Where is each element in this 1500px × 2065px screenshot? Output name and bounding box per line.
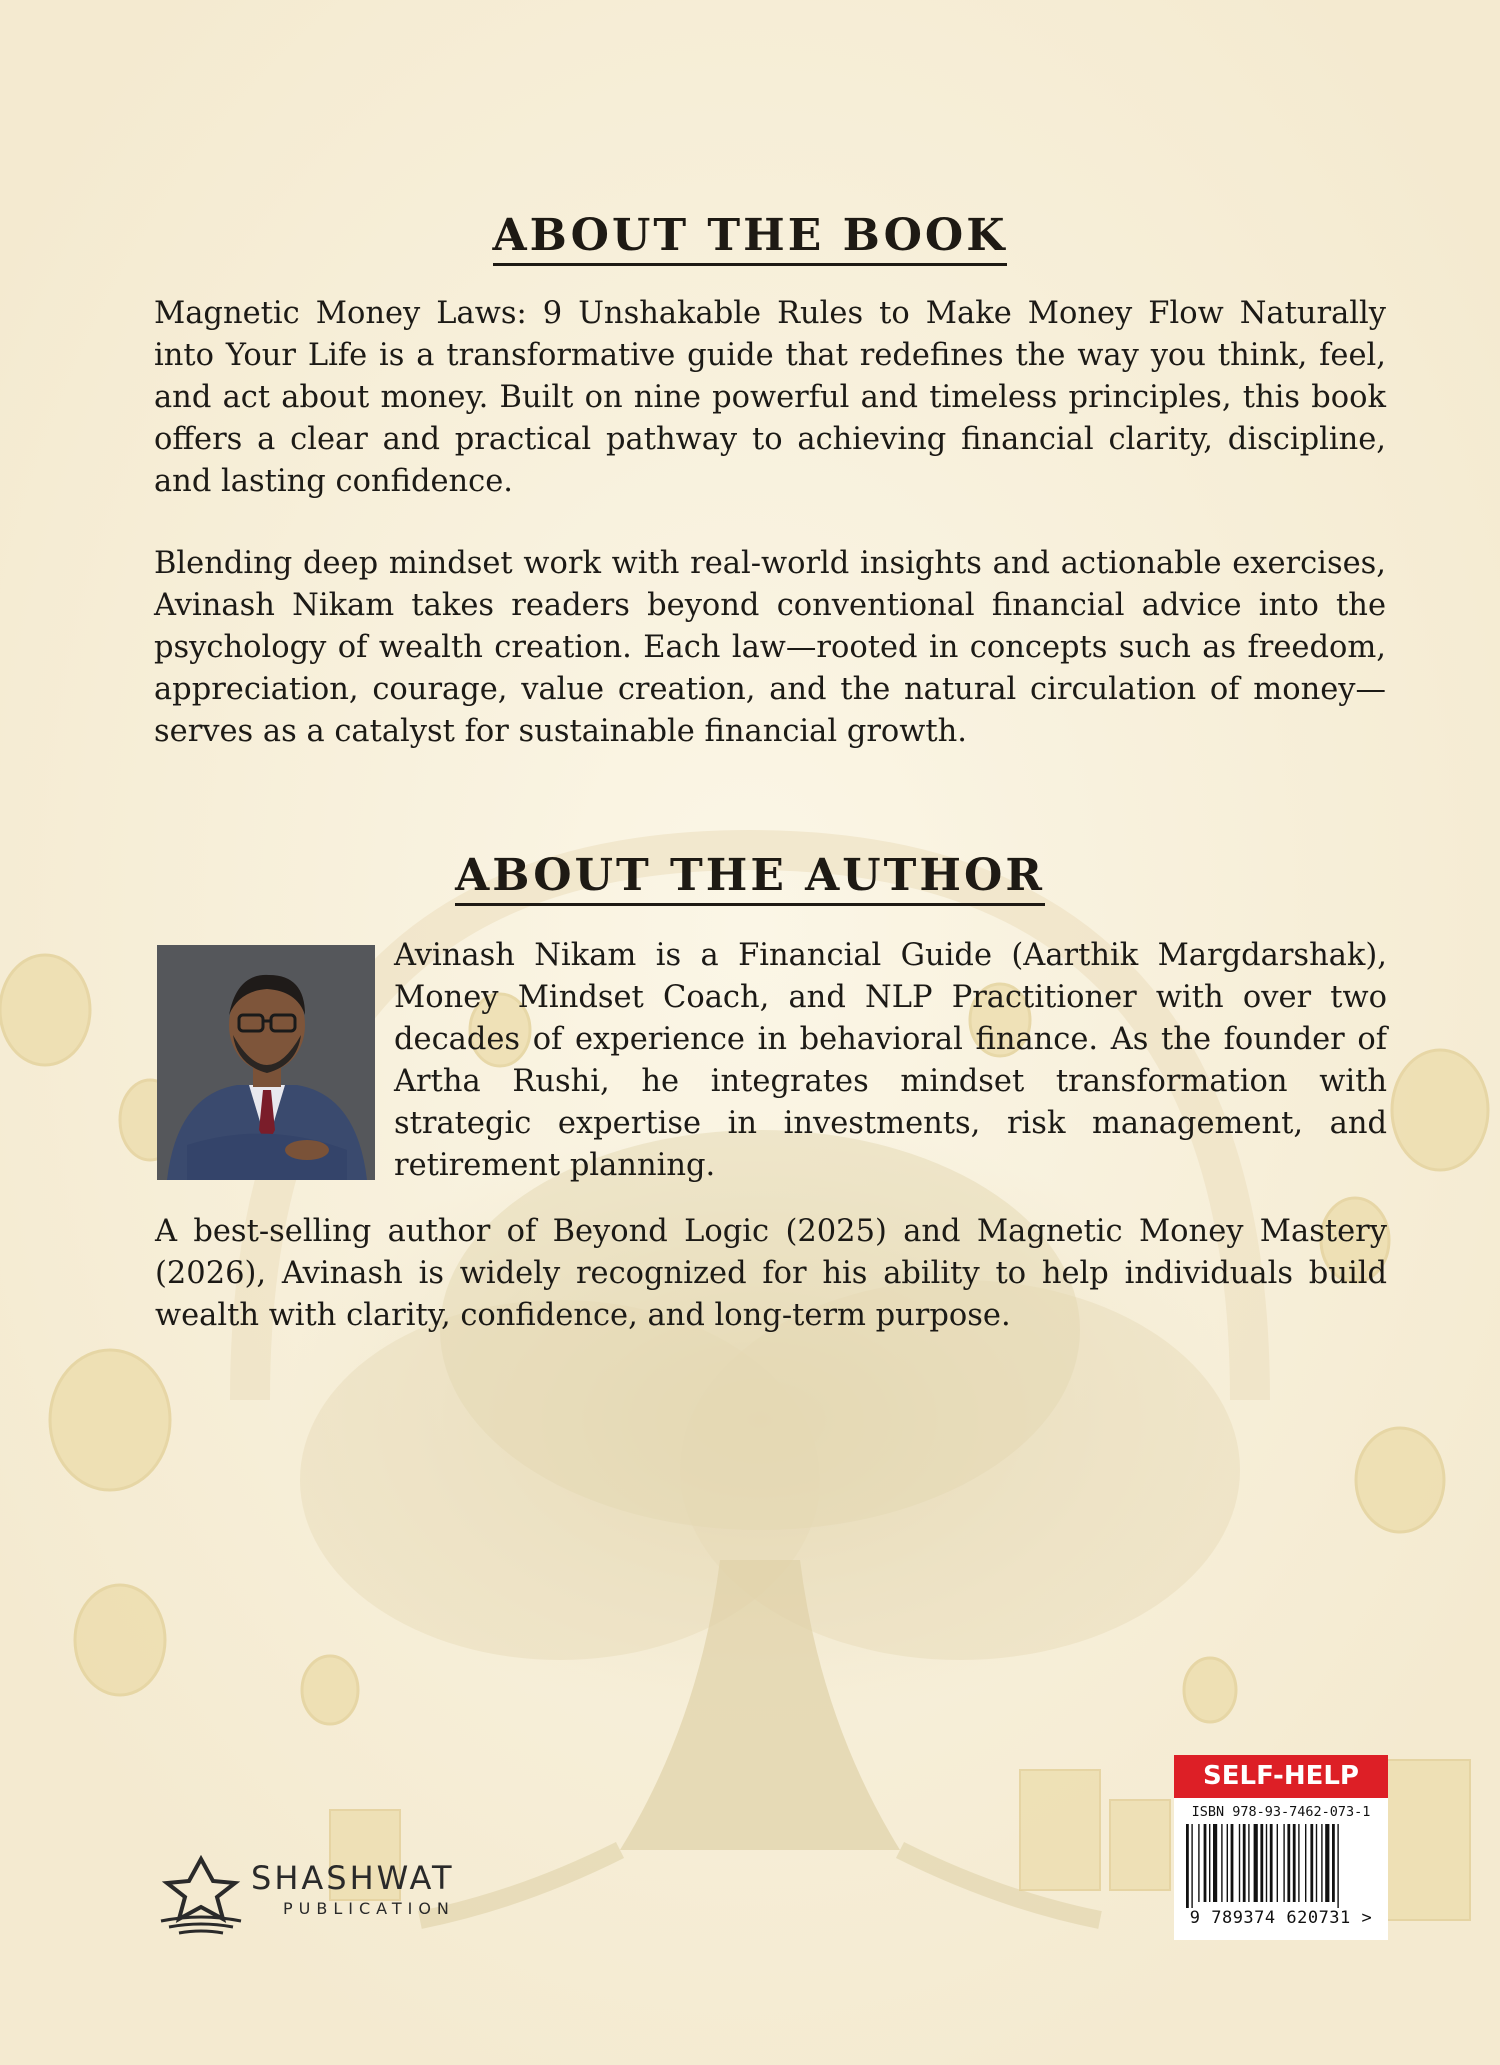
genre-badge: SELF-HELP	[1174, 1755, 1388, 1798]
about-author-paragraph-2: A best-selling author of Beyond Logic (2025) and Magnetic Money Mastery (2026), Avinash is widely recognized for his ability to help individuals build wealth with clarity, confidence, and long-term purpose.	[155, 1214, 1387, 1333]
about-book-paragraph-2: Blending deep mindset work with real-world insights and actionable exercises, Avinash Nikam takes readers beyond conventional financial advice into the psychology of wealth creation. Each law—rooted in concepts such as freedom, appreciation, courage, value creation, and the natural circulation of money—serves as a catalyst for sustainable financial growth.	[154, 546, 1386, 749]
author-photo	[157, 945, 375, 1180]
publisher-logo	[155, 1855, 505, 1935]
about-author-paragraph-1: Avinash Nikam is a Financial Guide (Aarthik Margdarshak), Money Mindset Coach, and NLP Practitioner with over two decades of experience in behavioral finance. As the founder of Artha Rushi, he integrates mindset transformation with strategic expertise in investments, risk management, and retirement planning.	[394, 938, 1387, 1183]
publisher-name: SHASHWAT	[251, 1859, 455, 1897]
about-book-heading	[0, 210, 1500, 261]
about-book-heading-text: ABOUT THE BOOK	[493, 210, 1008, 266]
isbn-text: ISBN 978-93-7462-073-1	[1191, 1804, 1371, 1820]
about-author-heading	[0, 850, 1500, 901]
barcode-icon	[1182, 1824, 1380, 1908]
about-book-paragraph-1: Magnetic Money Laws: 9 Unshakable Rules to Make Money Flow Naturally into Your Life is a transformative guide that redefines the way you think, feel, and act about money. Built on nine powerful and timeless principles, this book offers a clear and practical pathway to achieving financial clarity, discipline, and lasting confidence.	[154, 296, 1386, 499]
lotus-logo-icon	[155, 1855, 247, 1935]
about-author-heading-text: ABOUT THE AUTHOR	[455, 850, 1045, 906]
isbn-barcode	[1174, 1798, 1388, 1940]
publisher-subtitle: PUBLICATION	[283, 1899, 455, 1918]
barcode-number: 9 789374 620731 >	[1189, 1908, 1373, 1928]
